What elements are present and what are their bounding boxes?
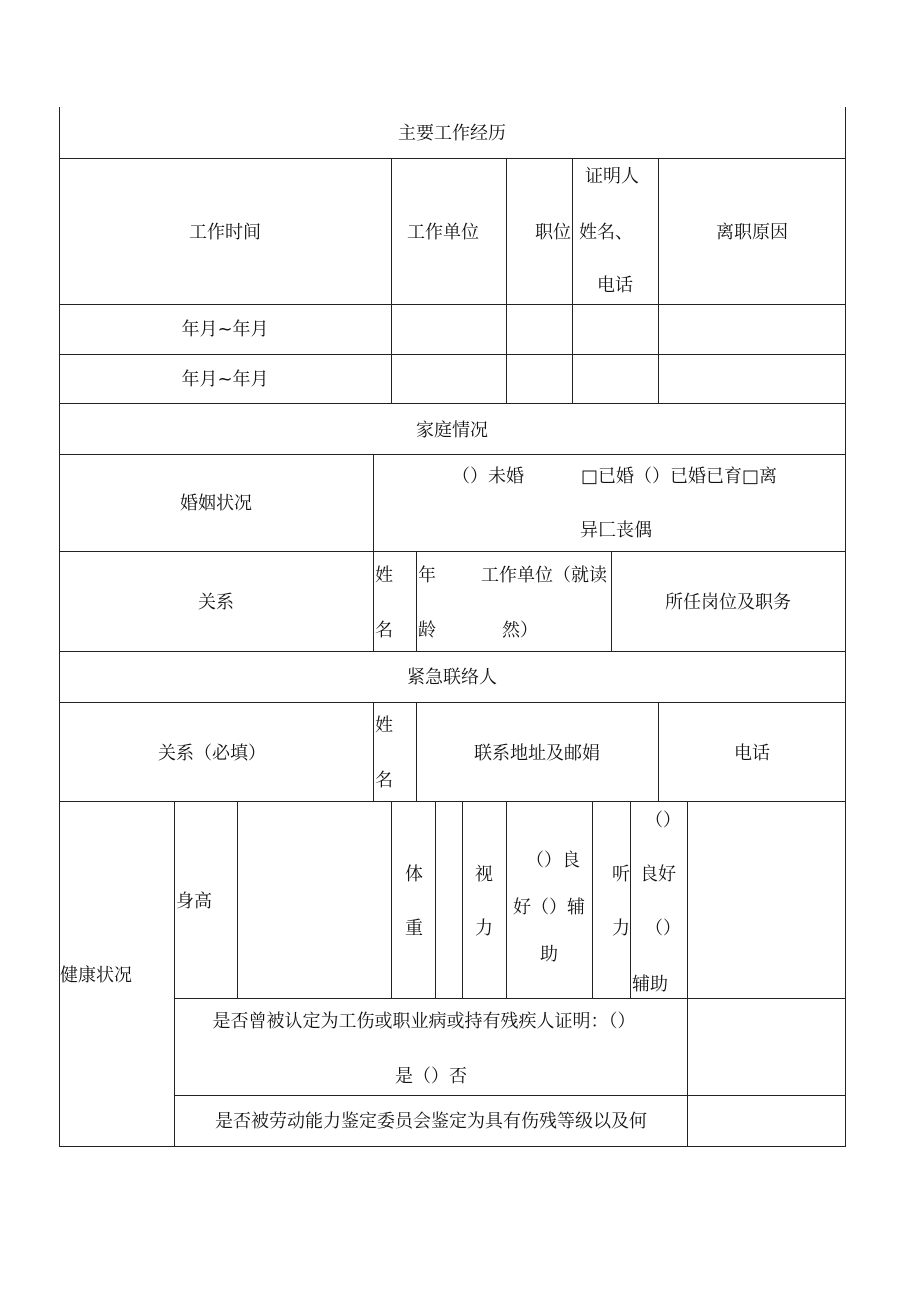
- row-divider: [174, 1095, 846, 1096]
- col-divider: [373, 702, 374, 802]
- hearing-label-1: 听: [612, 864, 630, 885]
- col-divider: [506, 801, 507, 999]
- header-emergency-phone: 电话: [734, 743, 770, 764]
- header-family-employer-2: 然）: [502, 620, 538, 641]
- col-divider: [658, 702, 659, 802]
- table-border-right: [845, 107, 846, 1146]
- header-referee-line3: 电话: [597, 275, 633, 296]
- col-divider: [174, 801, 175, 1146]
- col-divider: [391, 801, 392, 999]
- injury-question-options: 是（）否: [395, 1066, 467, 1087]
- header-work-company: 工作单位: [407, 222, 479, 243]
- col-divider: [391, 158, 392, 404]
- weight-label-1: 体: [405, 864, 423, 885]
- header-leave-reason: 离职原因: [716, 222, 788, 243]
- hearing-label-2: 力: [612, 918, 630, 939]
- hearing-options-4: 辅助: [632, 974, 668, 995]
- family-title: 家庭情况: [416, 420, 488, 441]
- header-family-name-1: 姓: [375, 565, 393, 586]
- header-emergency-name-2: 名: [375, 770, 393, 791]
- marital-options: □已婚（）已婚已育□离: [581, 466, 778, 487]
- vision-options-2: 好（）辅: [513, 897, 585, 918]
- col-divider: [592, 801, 593, 999]
- header-emergency-relation: 关系（必填）: [158, 743, 266, 764]
- header-family-relation: 关系: [198, 592, 234, 613]
- header-family-age-1: 年: [418, 565, 436, 586]
- header-work-period: 工作时间: [189, 222, 261, 243]
- row-divider: [59, 304, 846, 305]
- col-divider: [687, 801, 688, 1146]
- col-divider: [416, 702, 417, 802]
- work-history-title: 主要工作经历: [398, 123, 506, 144]
- row-divider: [174, 998, 846, 999]
- row-divider: [59, 403, 846, 404]
- row-divider: [59, 551, 846, 552]
- marital-options-cont: 异匚丧偶: [580, 520, 652, 541]
- col-divider: [572, 158, 573, 404]
- health-label: 健康状况: [60, 965, 132, 986]
- injury-question: 是否曾被认定为工伤或职业病或持有残疾人证明：（）: [212, 1011, 636, 1032]
- work-period-cell: 年月~年月: [181, 369, 269, 390]
- col-divider: [611, 551, 612, 652]
- hearing-options-3: （）: [645, 918, 681, 939]
- header-work-position: 职位: [535, 222, 571, 243]
- vision-label-2: 力: [475, 918, 493, 939]
- header-emergency-name-1: 姓: [375, 715, 393, 736]
- header-emergency-address: 联系地址及邮娟: [474, 743, 600, 764]
- height-label: 身高: [176, 891, 212, 912]
- col-divider: [373, 454, 374, 652]
- row-divider: [59, 702, 846, 703]
- header-family-job: 所任岗位及职务: [665, 592, 791, 613]
- table-border-bottom: [59, 1146, 846, 1147]
- weight-label-2: 重: [405, 918, 423, 939]
- emergency-title: 紧急联络人: [407, 667, 497, 688]
- header-referee-line1: 证明人: [585, 166, 639, 187]
- row-divider: [59, 354, 846, 355]
- vision-options-1: （）良: [526, 850, 580, 871]
- vision-options-3: 助: [540, 944, 558, 965]
- col-divider: [416, 551, 417, 652]
- col-divider: [658, 158, 659, 404]
- header-family-employer-1: 工作单位（就读: [481, 565, 607, 586]
- header-referee-line2: 姓名、: [579, 222, 633, 243]
- col-divider: [462, 801, 463, 999]
- col-divider: [506, 158, 507, 404]
- hearing-options-1: （）: [645, 810, 681, 831]
- vision-label-1: 视: [475, 864, 493, 885]
- row-divider: [59, 158, 846, 159]
- work-period-cell: 年月~年月: [181, 319, 269, 340]
- marital-option-unmarried: （）未婚: [452, 466, 524, 487]
- hearing-options-2: 良好: [640, 864, 676, 885]
- disability-question: 是否被劳动能力鉴定委员会鉴定为具有伤残等级以及何: [215, 1111, 647, 1132]
- col-divider: [237, 801, 238, 999]
- table-border-left: [59, 107, 60, 1146]
- header-family-name-2: 名: [375, 620, 393, 641]
- col-divider: [435, 801, 436, 999]
- row-divider: [59, 651, 846, 652]
- row-divider: [59, 801, 846, 802]
- header-family-age-2: 龄: [418, 620, 436, 641]
- row-divider: [59, 454, 846, 455]
- col-divider: [630, 801, 631, 999]
- marital-status-label: 婚姻状况: [180, 493, 252, 514]
